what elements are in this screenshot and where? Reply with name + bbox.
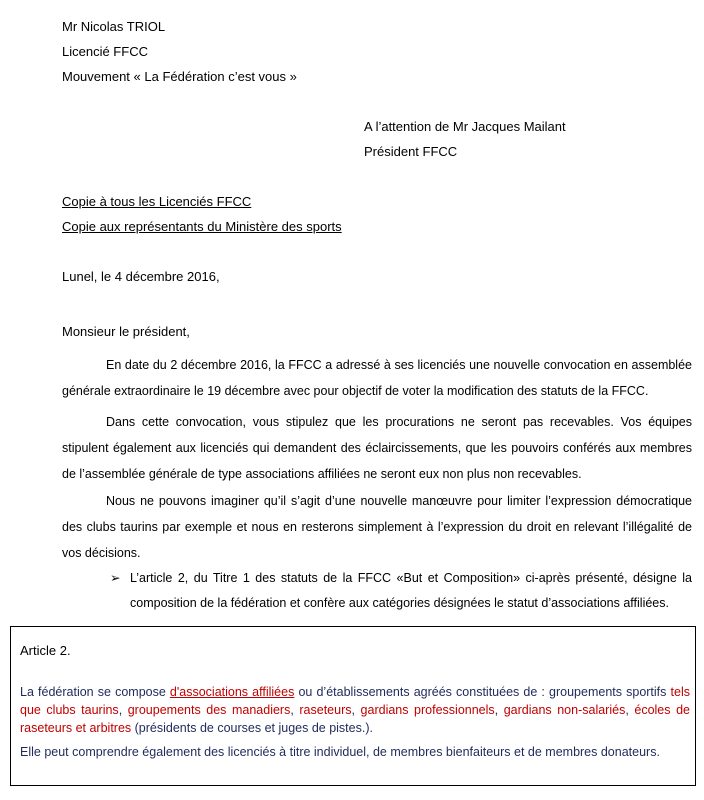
highlight-ecoles: écoles de raseteurs et arbitres: [20, 703, 690, 735]
associations-affiliees-link[interactable]: d'associations affiliées: [169, 685, 295, 699]
sender-status: Licencié FFCC: [62, 44, 148, 59]
separator: ,: [118, 703, 128, 717]
copy-ministere: Copie aux représentants du Ministère des sports: [62, 219, 342, 234]
article-paragraph-composition: [20, 683, 690, 737]
recipient-attention: A l’attention de Mr Jacques Mailant: [364, 119, 566, 134]
bullet-item: [110, 566, 692, 616]
separator: ,: [351, 703, 361, 717]
paragraph-manoeuvre: Nous ne pouvons imaginer qu’il s’agit d’une nouvelle manœuvre pour limiter l’expression démocratique des clubs taurins par exemple et nous en resterons simplement à l’expression du droit en relevant l’illégalité de vos décisions.: [62, 494, 692, 560]
article-box: [10, 626, 696, 786]
bullet-text: L’article 2, du Titre 1 des statuts de la FFCC «But et Composition» ci-après présenté, désigne la composition de la fédération et confère aux catégories désignées le statut d’associations affiliées.: [130, 571, 692, 610]
separator: ,: [625, 703, 635, 717]
copy-licencies: Copie à tous les Licenciés FFCC: [62, 194, 252, 209]
article-title: Article 2.: [20, 643, 71, 658]
article-text: (présidents de courses et juges de pistes.).: [131, 721, 373, 735]
highlight-clubs-taurins: tels que clubs taurins: [20, 685, 690, 717]
highlight-manadiers: groupements des manadiers: [127, 703, 291, 717]
date-place: Lunel, le 4 décembre 2016,: [62, 269, 220, 284]
separator: ,: [290, 703, 300, 717]
separator: ,: [494, 703, 504, 717]
paragraph-convocation: En date du 2 décembre 2016, la FFCC a adressé à ses licenciés une nouvelle convocation en assemblée générale extraordinaire le 19 décembre avec pour objectif de voter la modification des statuts de la FFCC.: [62, 358, 692, 398]
recipient-title: Président FFCC: [364, 144, 458, 159]
arrow-bullet-icon: ➢: [110, 571, 121, 585]
salutation: Monsieur le président,: [62, 324, 190, 339]
highlight-gardians-non-salaries: gardians non-salariés: [503, 703, 626, 717]
highlight-gardians-pro: gardians professionnels: [360, 703, 495, 717]
article-text: ou d’établissements agréés constituées de : groupements sportifs: [294, 685, 671, 699]
article-text: La fédération se compose: [20, 685, 170, 699]
sender-movement: Mouvement « La Fédération c’est vous »: [62, 69, 297, 84]
paragraph-procurations: Dans cette convocation, vous stipulez que les procurations ne seront pas recevables. Vos équipes stipulent également aux licenciés qui demandent des éclaircissements, que les pouvoirs conférés aux membres de l’assemblée générale de type associations affiliées ne seront eux non plus non recevables.: [62, 415, 692, 481]
highlight-raseteurs: raseteurs: [299, 703, 352, 717]
sender-name: Mr Nicolas TRIOL: [62, 19, 166, 34]
article-paragraph-licencies: Elle peut comprendre également des licenciés à titre individuel, de membres bienfaiteurs et de membres donateurs.: [20, 745, 660, 759]
